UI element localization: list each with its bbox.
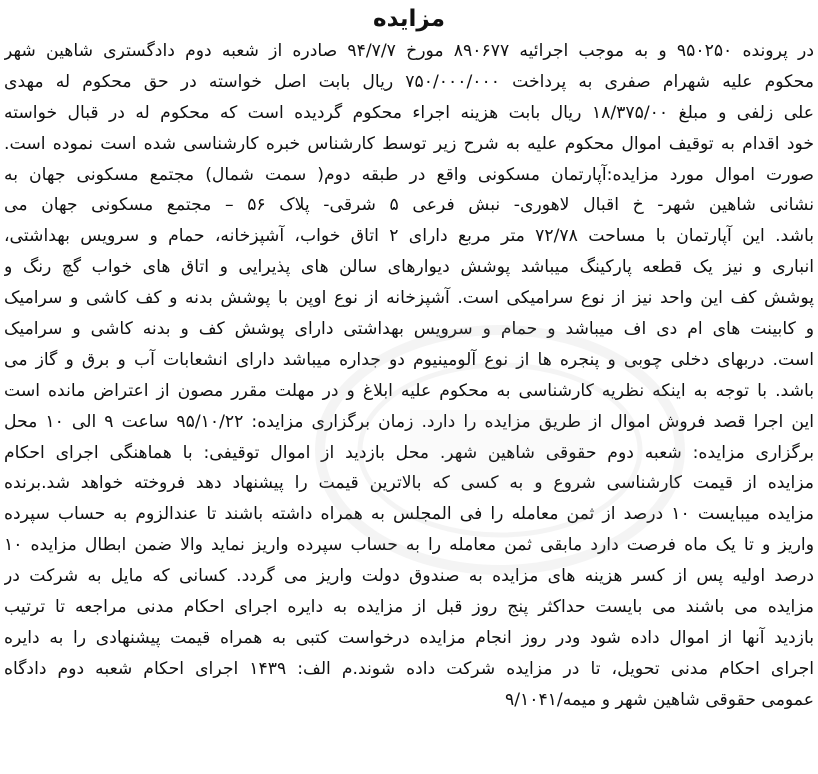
notice-line-20: بازدید آنها از اموال داده شود ودر روز انجام مزایده درخواست کتبی به همراه قیمت پیشنهادی را به دایره	[4, 627, 814, 648]
notice-line-19: مزایده می باشند می بایست حداکثر پنج روز قبل از مزایده به دایره اجرای احکام مدنی مراجعه تا ترتیب	[4, 597, 814, 618]
notice-title: مزایده	[373, 6, 445, 32]
notice-line-3: علی زلفی و مبلغ ۱۸/۳۷۵/۰۰ ریال بابت هزینه اجراء محکوم گردیده است که محکوم له در قبال خواسته	[4, 102, 814, 123]
notice-line-1: در پرونده ۹۵۰۲۵۰ و به موجب اجرائیه ۸۹۰۶۷۷ مورخ ۹۴/۷/۷ صادره از شعبه دوم دادگستری شاهین شهر	[4, 41, 814, 61]
notice-line-9: پوشش کف این واحد نیز از نوع سرامیکی است. آشپزخانه از نوع اوپن با پوشش بدنه و کف کاشی و سرامیک	[4, 288, 814, 309]
auction-notice	[4, 2, 814, 772]
notice-line-11: است. دربهای دخلی چوبی و پنجره ها از نوع آلومینیوم دو جداره میباشد دارای انشعابات آب و برق و گاز می	[4, 349, 814, 370]
notice-line-7: باشد. این آپارتمان با مساحت ۷۲/۷۸ متر مربع دارای ۲ اتاق خواب، آشپزخانه، حمام و سرویس بهداشتی،	[4, 226, 814, 247]
notice-line-16: مزایده میبایست ۱۰ درصد از ثمن معامله را فی المجلس به همراه داشته باشند تا عندالزوم به حساب سپرده	[4, 504, 814, 525]
notice-line-12: باشد. با توجه به اینکه نظریه کارشناسی به محکوم علیه ابلاغ و در مهلت مقرر مصون از اعتراض مانده است	[4, 380, 814, 401]
notice-line-6: نشانی شاهین شهر- خ اقبال لاهوری- نبش فرعی ۵ شرقی- پلاک ۵۶ – مجتمع مسکونی جهان می	[4, 195, 814, 216]
notice-line-5: صورت اموال مورد مزایده:آپارتمان مسکونی واقع در طبقه دوم( سمت شمال) مجتمع مسکونی جهان به	[4, 164, 814, 185]
notice-line-4: خود اقدام به توقیف اموال محکوم علیه به شرح زیر توسط کارشناس خبره کارشناسی شده است نموده است.	[4, 133, 814, 154]
notice-line-17: واریز و تا یک ماه فرصت دارد مابقی ثمن معامله را به حساب سپرده واریز نماید والا ضمن ابطال مزایده ۱۰	[4, 535, 814, 556]
notice-line-14: برگزاری مزایده: شعبه دوم حقوقی شاهین شهر. محل بازدید از اموال توقیفی: با هماهنگی اجرای احکام	[4, 442, 814, 463]
notice-line-18: درصد اولیه پس از کسر هزینه های مزایده به صندوق دولت واریز می گردد. کسانی که مایل به شرکت در	[4, 566, 814, 587]
notice-line-22: عمومی حقوقی شاهین شهر و میمه/۹/۱۰۴۱	[504, 689, 814, 710]
notice-line-2: محکوم علیه شهرام صفری به پرداخت ۷۵۰/۰۰۰/۰۰۰ ریال بابت اصل خواسته در حق محکوم له مهدی	[4, 71, 814, 92]
notice-line-8: انباری و نیز یک قطعه پارکینگ میباشد پوشش دیوارهای سالن های پذیرایی و اتاق های خواب گچ رنگ و	[4, 257, 814, 278]
notice-line-13: این اجرا قصد فروش اموال از طریق مزایده را دارد. زمان برگزاری مزایده: ۹۵/۱۰/۲۲ ساعت ۹ الی ۱۰ محل	[4, 411, 814, 432]
notice-line-21: اجرای احکام مدنی تحویل، تا در مزایده شرکت داده شوند.م الف: ۱۴۳۹ اجرای احکام شعبه دوم دادگاه	[4, 658, 814, 679]
notice-line-10: و کابینت های ام دی اف میباشد و حمام و سرویس بهداشتی دارای پوشش کف و بدنه کاشی و سرامیک	[4, 319, 814, 340]
notice-line-15: مزایده از قیمت کارشناسی شروع و به کسی که بالاترین قیمت را پیشنهاد دهد فروخته خواهد شد.برنده	[4, 473, 814, 494]
